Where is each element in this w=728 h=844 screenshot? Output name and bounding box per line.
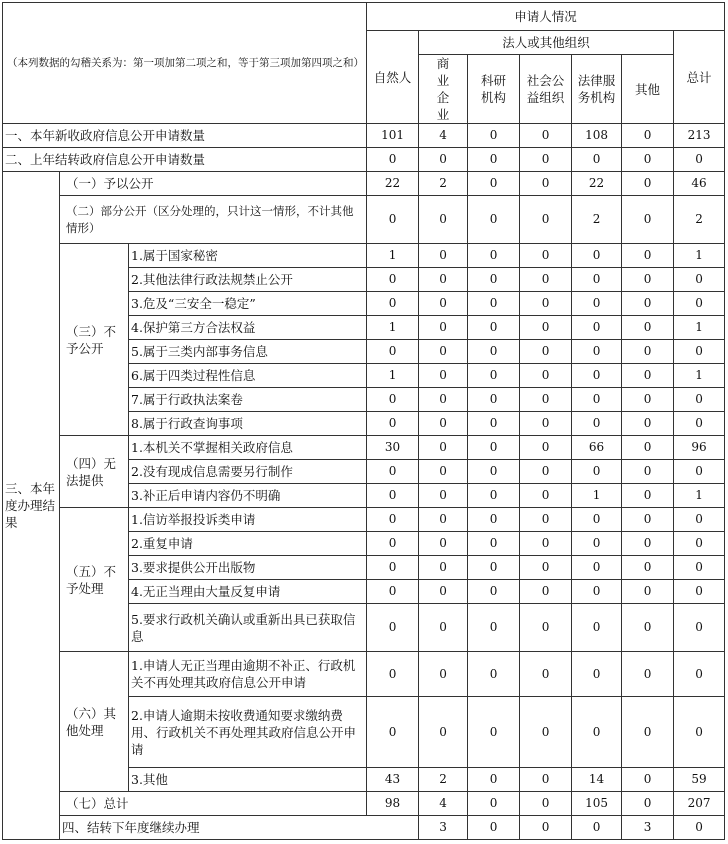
cell-total: 0 — [674, 148, 725, 172]
cell-business: 2 — [419, 768, 468, 792]
cell-other: 0 — [622, 580, 674, 604]
cell-natural: 30 — [367, 436, 419, 460]
cell-other: 0 — [622, 768, 674, 792]
cell-business: 0 — [419, 364, 468, 388]
row-label: 2.没有现成信息需要另行制作 — [129, 460, 367, 484]
cell-natural: 0 — [367, 340, 419, 364]
cell-natural: 0 — [367, 460, 419, 484]
header-research: 科研机构 — [468, 55, 520, 124]
cell-business: 0 — [419, 460, 468, 484]
cell-total: 0 — [674, 340, 725, 364]
cell-natural: 1 — [367, 316, 419, 340]
cell-law: 0 — [572, 148, 622, 172]
table-row — [3, 508, 725, 532]
cell-law: 0 — [572, 532, 622, 556]
cell-natural: 0 — [367, 697, 419, 768]
group-other-process: （六）其他处理 — [60, 652, 129, 792]
cell-natural: 0 — [367, 580, 419, 604]
cell-social: 0 — [520, 292, 572, 316]
cell-business: 0 — [419, 412, 468, 436]
cell-other: 0 — [622, 364, 674, 388]
header-other: 其他 — [622, 55, 674, 124]
cell-other: 0 — [622, 508, 674, 532]
cell-social: 0 — [520, 316, 572, 340]
cell-research: 0 — [468, 148, 520, 172]
table-row — [3, 172, 725, 196]
cell-social: 0 — [520, 768, 572, 792]
cell-total: 207 — [674, 792, 725, 816]
cell-natural: 1 — [367, 364, 419, 388]
table-row — [3, 816, 725, 840]
cell-other: 0 — [622, 316, 674, 340]
cell-social: 0 — [520, 148, 572, 172]
cell-social: 0 — [520, 196, 572, 244]
cell-natural: 0 — [367, 556, 419, 580]
cell-law: 0 — [572, 316, 622, 340]
header-note: （本列数据的勾稽关系为：第一项加第二项之和，等于第三项加第四项之和） — [3, 3, 367, 124]
cell-other: 0 — [622, 484, 674, 508]
cell-social: 0 — [520, 792, 572, 816]
cell-research: 0 — [520, 816, 572, 840]
cell-natural: 3 — [419, 816, 468, 840]
row-label: （一）予以公开 — [60, 172, 367, 196]
cell-business: 0 — [419, 580, 468, 604]
cell-business: 0 — [419, 268, 468, 292]
header-natural-person: 自然人 — [367, 31, 419, 124]
cell-total: 96 — [674, 436, 725, 460]
cell-business: 0 — [419, 340, 468, 364]
cell-natural: 0 — [367, 196, 419, 244]
cell-social: 0 — [520, 460, 572, 484]
row-label: 一、本年新收政府信息公开申请数量 — [3, 124, 367, 148]
section-year-handling: 三、本年度办理结果 — [3, 172, 60, 840]
cell-natural: 0 — [367, 292, 419, 316]
cell-law: 0 — [572, 460, 622, 484]
cell-social: 0 — [520, 484, 572, 508]
row-label: 3.补正后申请内容仍不明确 — [129, 484, 367, 508]
cell-natural: 1 — [367, 244, 419, 268]
cell-social: 0 — [520, 652, 572, 697]
cell-law: 3 — [622, 816, 674, 840]
cell-natural: 0 — [367, 148, 419, 172]
cell-business: 0 — [419, 148, 468, 172]
cell-research: 0 — [468, 436, 520, 460]
cell-social: 0 — [520, 244, 572, 268]
cell-social: 0 — [520, 172, 572, 196]
cell-social: 0 — [520, 436, 572, 460]
cell-research: 0 — [468, 244, 520, 268]
cell-total: 0 — [674, 508, 725, 532]
cell-research: 0 — [468, 580, 520, 604]
cell-other: 0 — [622, 292, 674, 316]
cell-social: 0 — [520, 532, 572, 556]
cell-other: 0 — [622, 412, 674, 436]
government-info-disclosure-table — [2, 2, 725, 840]
cell-business: 0 — [419, 436, 468, 460]
row-label: 3.其他 — [129, 768, 367, 792]
cell-natural: 0 — [367, 388, 419, 412]
cell-business: 0 — [419, 244, 468, 268]
cell-research: 0 — [468, 508, 520, 532]
cell-other: 0 — [622, 697, 674, 768]
cell-total: 0 — [674, 412, 725, 436]
cell-social: 0 — [520, 268, 572, 292]
cell-law: 0 — [572, 652, 622, 697]
cell-total: 1 — [674, 364, 725, 388]
cell-total: 1 — [674, 316, 725, 340]
cell-law: 0 — [572, 556, 622, 580]
cell-social: 0 — [520, 340, 572, 364]
cell-natural: 0 — [367, 484, 419, 508]
table-row — [3, 148, 725, 172]
cell-natural: 98 — [367, 792, 419, 816]
cell-business: 4 — [419, 792, 468, 816]
row-label: 1.申请人无正当理由逾期不补正、行政机关不再处理其政府信息公开申请 — [129, 652, 367, 697]
cell-business: 0 — [419, 388, 468, 412]
cell-research: 0 — [468, 792, 520, 816]
cell-research: 0 — [468, 532, 520, 556]
cell-total: 0 — [674, 532, 725, 556]
cell-business: 2 — [419, 172, 468, 196]
cell-total: 59 — [674, 768, 725, 792]
cell-other: 0 — [622, 196, 674, 244]
row-label: 2.重复申请 — [129, 532, 367, 556]
table-row — [3, 792, 725, 816]
cell-natural: 0 — [367, 604, 419, 652]
header-business: 商业企业 — [419, 55, 468, 124]
table-row — [3, 244, 725, 268]
header-row-1 — [3, 3, 725, 31]
cell-other: 0 — [622, 148, 674, 172]
row-label: 4.无正当理由大量反复申请 — [129, 580, 367, 604]
row-label: 3.危及“三安全一稳定” — [129, 292, 367, 316]
header-law: 法律服务机构 — [572, 55, 622, 124]
cell-social: 0 — [520, 364, 572, 388]
cell-other: 0 — [622, 244, 674, 268]
row-label: 2.申请人逾期未按收费通知要求缴纳费用、行政机关不再处理其政府信息公开申请 — [129, 697, 367, 768]
row-label: 1.本机关不掌握相关政府信息 — [129, 436, 367, 460]
cell-business: 0 — [419, 556, 468, 580]
cell-law: 2 — [572, 196, 622, 244]
cell-other: 0 — [622, 268, 674, 292]
cell-law: 22 — [572, 172, 622, 196]
cell-research: 0 — [468, 697, 520, 768]
row-label: 2.其他法律行政法规禁止公开 — [129, 268, 367, 292]
cell-natural: 0 — [367, 532, 419, 556]
cell-research: 0 — [468, 316, 520, 340]
cell-social: 0 — [520, 556, 572, 580]
row-label: 4.保护第三方合法权益 — [129, 316, 367, 340]
cell-business: 0 — [419, 604, 468, 652]
cell-research: 0 — [468, 196, 520, 244]
cell-law: 0 — [572, 508, 622, 532]
cell-law: 0 — [572, 604, 622, 652]
cell-natural: 43 — [367, 768, 419, 792]
row-label: 1.属于国家秘密 — [129, 244, 367, 268]
cell-total: 0 — [674, 580, 725, 604]
cell-law: 1 — [572, 484, 622, 508]
cell-business: 0 — [419, 292, 468, 316]
cell-total: 0 — [674, 292, 725, 316]
cell-law: 66 — [572, 436, 622, 460]
cell-law: 105 — [572, 792, 622, 816]
cell-other: 0 — [622, 124, 674, 148]
header-applicant: 申请人情况 — [367, 3, 725, 31]
cell-total: 0 — [674, 604, 725, 652]
cell-law: 108 — [572, 124, 622, 148]
cell-total: 213 — [674, 124, 725, 148]
table-row — [3, 196, 725, 244]
table-row — [3, 652, 725, 697]
cell-social: 0 — [572, 816, 622, 840]
group-not-process: （五）不予处理 — [60, 508, 129, 652]
cell-law: 0 — [572, 412, 622, 436]
row-label: 3.要求提供公开出版物 — [129, 556, 367, 580]
cell-research: 0 — [468, 484, 520, 508]
cell-other: 0 — [622, 172, 674, 196]
cell-total: 0 — [674, 652, 725, 697]
cell-law: 14 — [572, 768, 622, 792]
cell-other: 0 — [622, 532, 674, 556]
cell-other: 0 — [622, 460, 674, 484]
cell-other: 0 — [622, 652, 674, 697]
cell-other: 0 — [622, 388, 674, 412]
cell-research: 0 — [468, 460, 520, 484]
cell-law: 0 — [572, 292, 622, 316]
cell-law: 0 — [572, 580, 622, 604]
cell-research: 0 — [468, 292, 520, 316]
cell-research: 0 — [468, 388, 520, 412]
cell-other: 0 — [622, 792, 674, 816]
cell-total: 1 — [674, 244, 725, 268]
cell-natural: 0 — [367, 508, 419, 532]
row-label: （七）总计 — [60, 792, 367, 816]
row-label: 8.属于行政查询事项 — [129, 412, 367, 436]
row-label: 5.属于三类内部事务信息 — [129, 340, 367, 364]
cell-business: 0 — [468, 816, 520, 840]
cell-total: 1 — [674, 484, 725, 508]
report-table-container — [2, 2, 724, 840]
table-row — [3, 124, 725, 148]
cell-social: 0 — [520, 580, 572, 604]
cell-other: 0 — [622, 604, 674, 652]
group-cannot-provide: （四）无法提供 — [60, 436, 129, 508]
group-not-open: （三）不予公开 — [60, 244, 129, 436]
row-label: （二）部分公开（区分处理的，只计这一情形，不计其他情形） — [60, 196, 367, 244]
cell-total: 0 — [674, 697, 725, 768]
cell-research: 0 — [468, 556, 520, 580]
cell-business: 4 — [419, 124, 468, 148]
cell-social: 0 — [520, 124, 572, 148]
cell-total: 46 — [674, 172, 725, 196]
header-total: 总计 — [674, 31, 725, 124]
cell-other: 0 — [622, 436, 674, 460]
row-label: 6.属于四类过程性信息 — [129, 364, 367, 388]
cell-social: 0 — [520, 412, 572, 436]
cell-research: 0 — [468, 364, 520, 388]
cell-law: 0 — [572, 364, 622, 388]
cell-total: 0 — [674, 460, 725, 484]
header-social: 社会公益组织 — [520, 55, 572, 124]
cell-other: 0 — [622, 556, 674, 580]
table-row — [3, 436, 725, 460]
cell-other: 0 — [674, 816, 725, 840]
cell-total: 2 — [674, 196, 725, 244]
row-label: 7.属于行政执法案卷 — [129, 388, 367, 412]
cell-business: 0 — [419, 532, 468, 556]
cell-other: 0 — [622, 340, 674, 364]
row-label: 四、结转下年度继续办理 — [60, 816, 419, 840]
cell-business: 0 — [419, 508, 468, 532]
cell-total: 0 — [674, 388, 725, 412]
cell-social: 0 — [520, 388, 572, 412]
cell-research: 0 — [468, 412, 520, 436]
cell-business: 0 — [419, 697, 468, 768]
header-legal-org: 法人或其他组织 — [419, 31, 674, 55]
cell-social: 0 — [520, 604, 572, 652]
cell-law: 0 — [572, 697, 622, 768]
cell-business: 0 — [419, 316, 468, 340]
cell-business: 0 — [419, 196, 468, 244]
cell-business: 0 — [419, 484, 468, 508]
cell-law: 0 — [572, 388, 622, 412]
cell-research: 0 — [468, 268, 520, 292]
cell-total: 0 — [674, 556, 725, 580]
cell-law: 0 — [572, 244, 622, 268]
cell-natural: 0 — [367, 268, 419, 292]
cell-natural: 101 — [367, 124, 419, 148]
cell-research: 0 — [468, 768, 520, 792]
cell-law: 0 — [572, 268, 622, 292]
cell-research: 0 — [468, 124, 520, 148]
cell-business: 0 — [419, 652, 468, 697]
cell-social: 0 — [520, 697, 572, 768]
row-label: 二、上年结转政府信息公开申请数量 — [3, 148, 367, 172]
cell-research: 0 — [468, 652, 520, 697]
cell-natural: 22 — [367, 172, 419, 196]
row-label: 1.信访举报投诉类申请 — [129, 508, 367, 532]
row-label: 5.要求行政机关确认或重新出具已获取信息 — [129, 604, 367, 652]
cell-natural: 0 — [367, 652, 419, 697]
cell-research: 0 — [468, 172, 520, 196]
cell-research: 0 — [468, 604, 520, 652]
cell-natural: 0 — [367, 412, 419, 436]
cell-research: 0 — [468, 340, 520, 364]
cell-law: 0 — [572, 340, 622, 364]
cell-total: 0 — [674, 268, 725, 292]
cell-social: 0 — [520, 508, 572, 532]
